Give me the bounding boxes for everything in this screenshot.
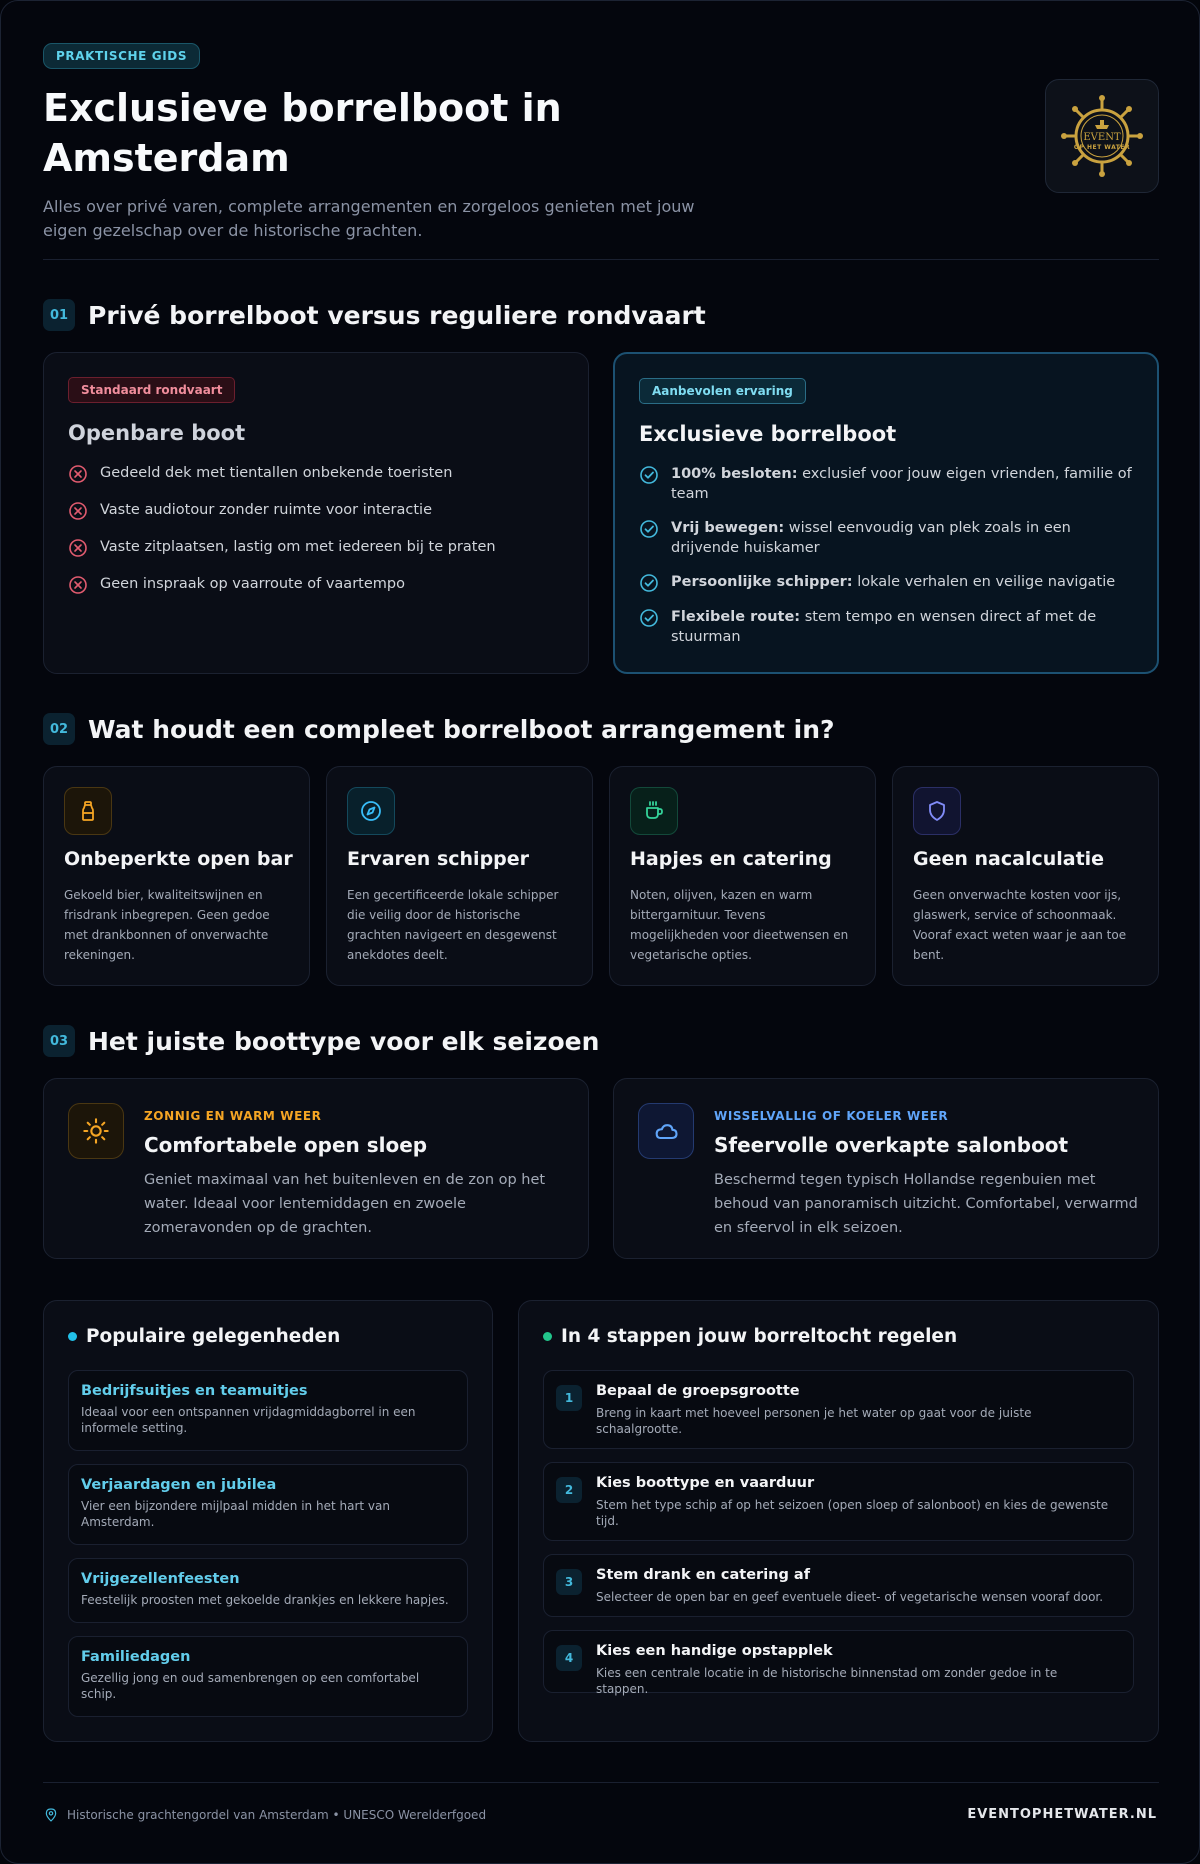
occasion-item[interactable] (68, 1558, 468, 1623)
feature-icon-box (64, 787, 112, 835)
list-item-text: Gedeeld dek met tientallen onbekende toeristen (100, 465, 453, 481)
step-title: Kies een handige opstapplek (596, 1643, 833, 1659)
bullet-dot (68, 1332, 77, 1341)
standard-list (68, 463, 566, 595)
list-item (639, 572, 1135, 593)
check-circle-icon (639, 465, 659, 485)
check-circle-icon (639, 608, 659, 628)
page-title: Exclusieve borrelboot in Amsterdam (43, 86, 562, 180)
steps-title: In 4 stappen jouw borreltocht regelen (543, 1326, 957, 1347)
season-description: Geniet maximaal van het buitenleven en de zon op het water. Ideaal voor lentemiddagen en zwoele zomeravonden op de grachten. (144, 1172, 546, 1236)
step-description: Selecteer de open bar en geef eventuele dieet- of vegetarische wensen vooraf door. (596, 1590, 1104, 1604)
list-item (68, 537, 566, 558)
season-card-salonboot (613, 1078, 1159, 1259)
occasion-title: Bedrijfsuitjes en teamuitjes (81, 1383, 308, 1399)
season-icon-box (638, 1103, 694, 1159)
standard-title: Openbare boot (68, 421, 246, 445)
occasion-description: Feestelijk proosten met gekoelde drankjes en lekkere hapjes. (81, 1593, 449, 1607)
feature-description: Een gecertificeerde lokale schipper die veilig door de historische grachten navigeert en desgewenst anekdotes deelt. (347, 888, 559, 962)
list-item-text: Geen inspraak op vaarroute of vaartempo (100, 576, 405, 592)
season-description: Beschermd tegen typisch Hollandse regenbuien met behoud van panoramisch uitzicht. Comfortabel, verwarmd en sfeervol in elk seizoen. (714, 1172, 1138, 1236)
step-title: Stem drank en catering af (596, 1567, 811, 1583)
step-title: Kies boottype en vaarduur (596, 1475, 815, 1491)
occasion-title: Verjaardagen en jubilea (81, 1477, 277, 1493)
recommended-title: Exclusieve borrelboot (639, 422, 897, 446)
list-item (68, 463, 566, 484)
list-item (68, 574, 566, 595)
bottle-icon (76, 799, 100, 823)
list-item-text: Persoonlijke schipper: lokale verhalen en veilige navigatie (671, 574, 1116, 590)
section-heading-03 (43, 1025, 599, 1057)
occasion-description: Ideaal voor een ontspannen vrijdagmiddagborrel in een informele setting. (81, 1405, 416, 1435)
x-circle-icon (68, 538, 88, 558)
step-item (543, 1462, 1134, 1541)
step-item (543, 1554, 1134, 1617)
occasion-item[interactable] (68, 1370, 468, 1451)
map-pin-icon (43, 1807, 59, 1823)
list-item-text: Flexibele route: stem tempo en wensen direct af met de stuurman (671, 609, 1097, 645)
step-title: Bepaal de groepsgrootte (596, 1383, 800, 1399)
brand-logo[interactable] (1045, 79, 1159, 193)
occasion-item[interactable] (68, 1636, 468, 1717)
bullet-dot (543, 1332, 552, 1341)
occasions-card (43, 1300, 493, 1742)
feature-title: Onbeperkte open bar (64, 848, 293, 870)
list-item (639, 518, 1135, 558)
section-heading-02 (43, 713, 835, 745)
sun-icon (82, 1117, 110, 1145)
list-item (68, 500, 566, 521)
season-card-open-sloop (43, 1078, 589, 1259)
feature-title: Hapjes en catering (630, 848, 832, 870)
shield-icon (925, 799, 949, 823)
feature-description: Gekoeld bier, kwaliteitswijnen en frisdrank inbegrepen. Geen gedoe met drankbonnen of onverwachte rekeningen. (64, 888, 270, 962)
section-heading-01 (43, 299, 706, 331)
section-number: 02 (43, 713, 75, 745)
feature-icon-box (913, 787, 961, 835)
step-item (543, 1370, 1134, 1449)
feature-card-no-extra-costs (892, 766, 1159, 986)
footer-location: Historische grachtengordel van Amsterdam • UNESCO Werelderfgoed (43, 1807, 486, 1823)
standard-tour-card (43, 352, 589, 674)
feature-title: Ervaren schipper (347, 848, 530, 870)
logo-line-1: EVENT (1083, 132, 1121, 143)
step-number: 1 (556, 1385, 582, 1411)
list-item-text: Vrij bewegen: wissel eenvoudig van plek zoals in een drijvende huiskamer (671, 520, 1071, 556)
x-circle-icon (68, 464, 88, 484)
section-number: 03 (43, 1025, 75, 1057)
feature-icon-box (630, 787, 678, 835)
header-divider (43, 259, 1159, 260)
season-icon-box (68, 1103, 124, 1159)
recommended-card (613, 352, 1159, 674)
steps-card (518, 1300, 1159, 1742)
list-item-text: Vaste zitplaatsen, lastig om met iedereen bij te praten (100, 539, 496, 555)
season-tag: WISSELVALLIG OF KOELER WEER (714, 1109, 949, 1123)
feature-card-catering (609, 766, 876, 986)
footer-brand-link[interactable]: EVENTOPHETWATER.NL (967, 1807, 1157, 1822)
guide-badge: PRAKTISCHE GIDS (43, 43, 200, 69)
x-circle-icon (68, 501, 88, 521)
occasion-description: Gezellig jong en oud samenbrengen op een comfortabel schip. (81, 1671, 420, 1701)
step-number: 3 (556, 1569, 582, 1595)
occasion-title: Vrijgezellenfeesten (81, 1571, 240, 1587)
logo-line-2: OP HET WATER (1073, 144, 1131, 151)
list-item (639, 464, 1135, 504)
occasions-title: Populaire gelegenheden (68, 1326, 340, 1347)
header (43, 43, 1159, 243)
coffee-cup-icon (642, 799, 666, 823)
standard-badge: Standaard rondvaart (68, 377, 235, 403)
occasion-item[interactable] (68, 1464, 468, 1545)
step-item (543, 1630, 1134, 1696)
section-number: 01 (43, 299, 75, 331)
season-title: Comfortabele open sloep (144, 1133, 428, 1157)
step-description: Stem het type schip af op het seizoen (open sloep of salonboot) en kies de gewenste tijd. (596, 1498, 1109, 1528)
recommended-list (639, 464, 1135, 647)
list-item-text: 100% besloten: exclusief voor jouw eigen vrienden, familie of team (671, 466, 1132, 502)
cloud-icon (652, 1117, 680, 1145)
step-description: Breng in kaart met hoeveel personen je het water op gaat voor de juiste schaalgrootte. (596, 1406, 1032, 1436)
season-tag: ZONNIG EN WARM WEER (144, 1109, 322, 1123)
section-title: Privé borrelboot versus reguliere rondvaart (88, 300, 706, 330)
step-description: Kies een centrale locatie in de historische binnenstad om zonder gedoe in te stappen. (596, 1666, 1058, 1696)
feature-card-open-bar (43, 766, 310, 986)
list-item-text: Vaste audiotour zonder ruimte voor interactie (100, 502, 433, 518)
feature-title: Geen nacalculatie (913, 848, 1105, 870)
page-subtitle: Alles over privé varen, complete arrangementen en zorgeloos genieten met jouw eigen gezelschap over de historische grachten. (43, 197, 695, 240)
occasion-title: Familiedagen (81, 1649, 191, 1665)
list-item (639, 607, 1135, 647)
section-title: Het juiste boottype voor elk seizoen (88, 1026, 600, 1056)
step-number: 2 (556, 1477, 582, 1503)
feature-icon-box (347, 787, 395, 835)
check-circle-icon (639, 519, 659, 539)
feature-description: Geen onverwachte kosten voor ijs, glaswerk, service of schoonmaak. Vooraf exact weten waar je aan toe bent. (913, 888, 1127, 962)
section-title: Wat houdt een compleet borrelboot arrangement in? (88, 714, 835, 744)
feature-card-skipper (326, 766, 593, 986)
feature-description: Noten, olijven, kazen en warm bittergarnituur. Tevens mogelijkheden voor dieetwensen en vegetarische opties. (630, 888, 849, 962)
footer-divider (43, 1782, 1159, 1783)
occasion-description: Vier een bijzondere mijlpaal midden in het hart van Amsterdam. (81, 1499, 390, 1529)
x-circle-icon (68, 575, 88, 595)
season-title: Sfeervolle overkapte salonboot (714, 1133, 1069, 1157)
step-number: 4 (556, 1645, 582, 1671)
check-circle-icon (639, 573, 659, 593)
compass-icon (359, 799, 383, 823)
recommended-badge: Aanbevolen ervaring (639, 378, 806, 404)
